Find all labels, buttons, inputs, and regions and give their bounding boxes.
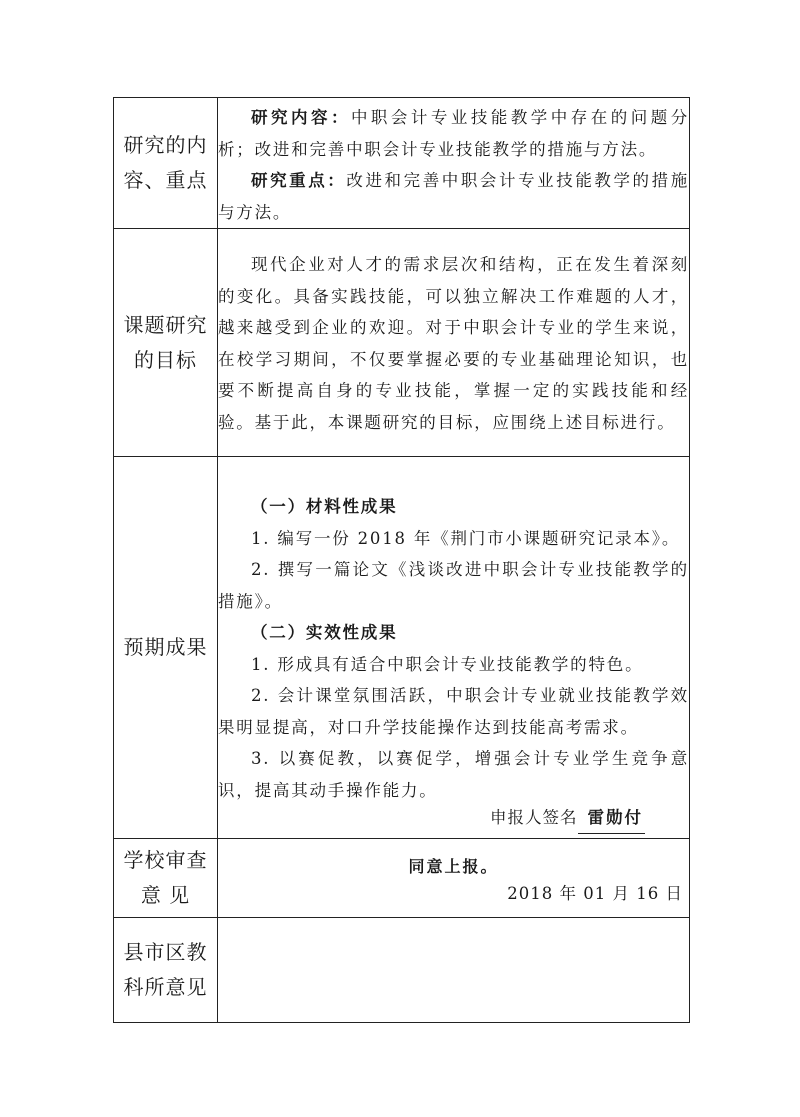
label-line: 的目标 (134, 347, 197, 372)
label-line: 研究的内 (123, 133, 208, 157)
school-review-row (114, 839, 690, 918)
outcomes-label (114, 457, 218, 839)
county-review-label (114, 918, 218, 1023)
objectives-row (114, 229, 690, 457)
objectives-label (114, 229, 218, 457)
outcome-item: 3. 以赛促教，以赛促学，增强会计专业学生竞争意识，提高其动手操作能力。 (218, 749, 689, 800)
objectives-body (218, 229, 690, 457)
outcome-item: 2. 撰写一篇论文《浅谈改进中职会计专业技能教学的措施》。 (218, 560, 689, 611)
research-content-paragraph (218, 102, 689, 165)
school-review-date: 2018 年 01 月 16 日 (507, 883, 683, 903)
outcome-item: 1. 形成具有适合中职会计专业技能教学的特色。 (251, 654, 644, 674)
label-line: 课题研究 (123, 312, 208, 337)
material-outcomes-heading: （一）材料性成果 (251, 497, 398, 516)
practical-outcomes-heading: （二）实效性成果 (251, 623, 398, 642)
outcome-item: 2. 会计课堂氛围活跃，中职会计专业就业技能教学效果明显提高，对口升学技能操作达到技能高考需求。 (218, 686, 689, 737)
signature-name: 雷勋付 (578, 802, 646, 835)
county-review-body (218, 918, 690, 1023)
label-line: 学校审查 (123, 848, 208, 872)
research-content-body (218, 98, 690, 229)
research-content-label (114, 98, 218, 229)
research-focus-paragraph (218, 165, 689, 228)
label-char: 意 (140, 883, 162, 907)
label-line: 预期成果 (123, 635, 208, 659)
research-focus-heading: 研究重点： (251, 171, 347, 190)
label-line: 县市区教 (123, 940, 208, 964)
signature-label: 申报人签名 (490, 807, 578, 827)
school-review-body (218, 839, 690, 918)
research-focus-text: 改进和完善中职会计专业技能教学的措施与方法。 (218, 171, 689, 222)
outcomes-row (114, 457, 690, 839)
outcomes-body (218, 457, 690, 839)
applicant-signature (490, 802, 645, 835)
county-review-row (114, 918, 690, 1023)
label-line: 科所意见 (123, 975, 208, 999)
application-form-table (113, 97, 690, 1023)
objectives-paragraph: 现代企业对人才的需求层次和结构，正在发生着深刻的变化。具备实践技能，可以独立解决工作难题的人才，越来越受到企业的欢迎。对于中职会计专业的学生来说，在校学习期间，不仅要掌握必要的专业基础理论知识，也要不断提高自身的专业技能，掌握一定的实践技能和经验。基于此，本课题研究的目标，应围绕上述目标进行。 (218, 255, 689, 432)
label-line: 容、重点 (123, 168, 208, 192)
research-content-heading: 研究内容： (251, 108, 351, 127)
label-char: 见 (169, 883, 191, 907)
research-content-text: 中职会计专业技能教学中存在的问题分析；改进和完善中职会计专业技能教学的措施与方法。 (218, 108, 690, 159)
research-content-row (114, 98, 690, 229)
school-review-opinion: 同意上报。 (408, 857, 499, 876)
outcome-item: 1. 编写一份 2018 年《荆门市小课题研究记录本》。 (251, 528, 681, 548)
school-review-label (114, 839, 218, 918)
label-line (114, 878, 217, 913)
